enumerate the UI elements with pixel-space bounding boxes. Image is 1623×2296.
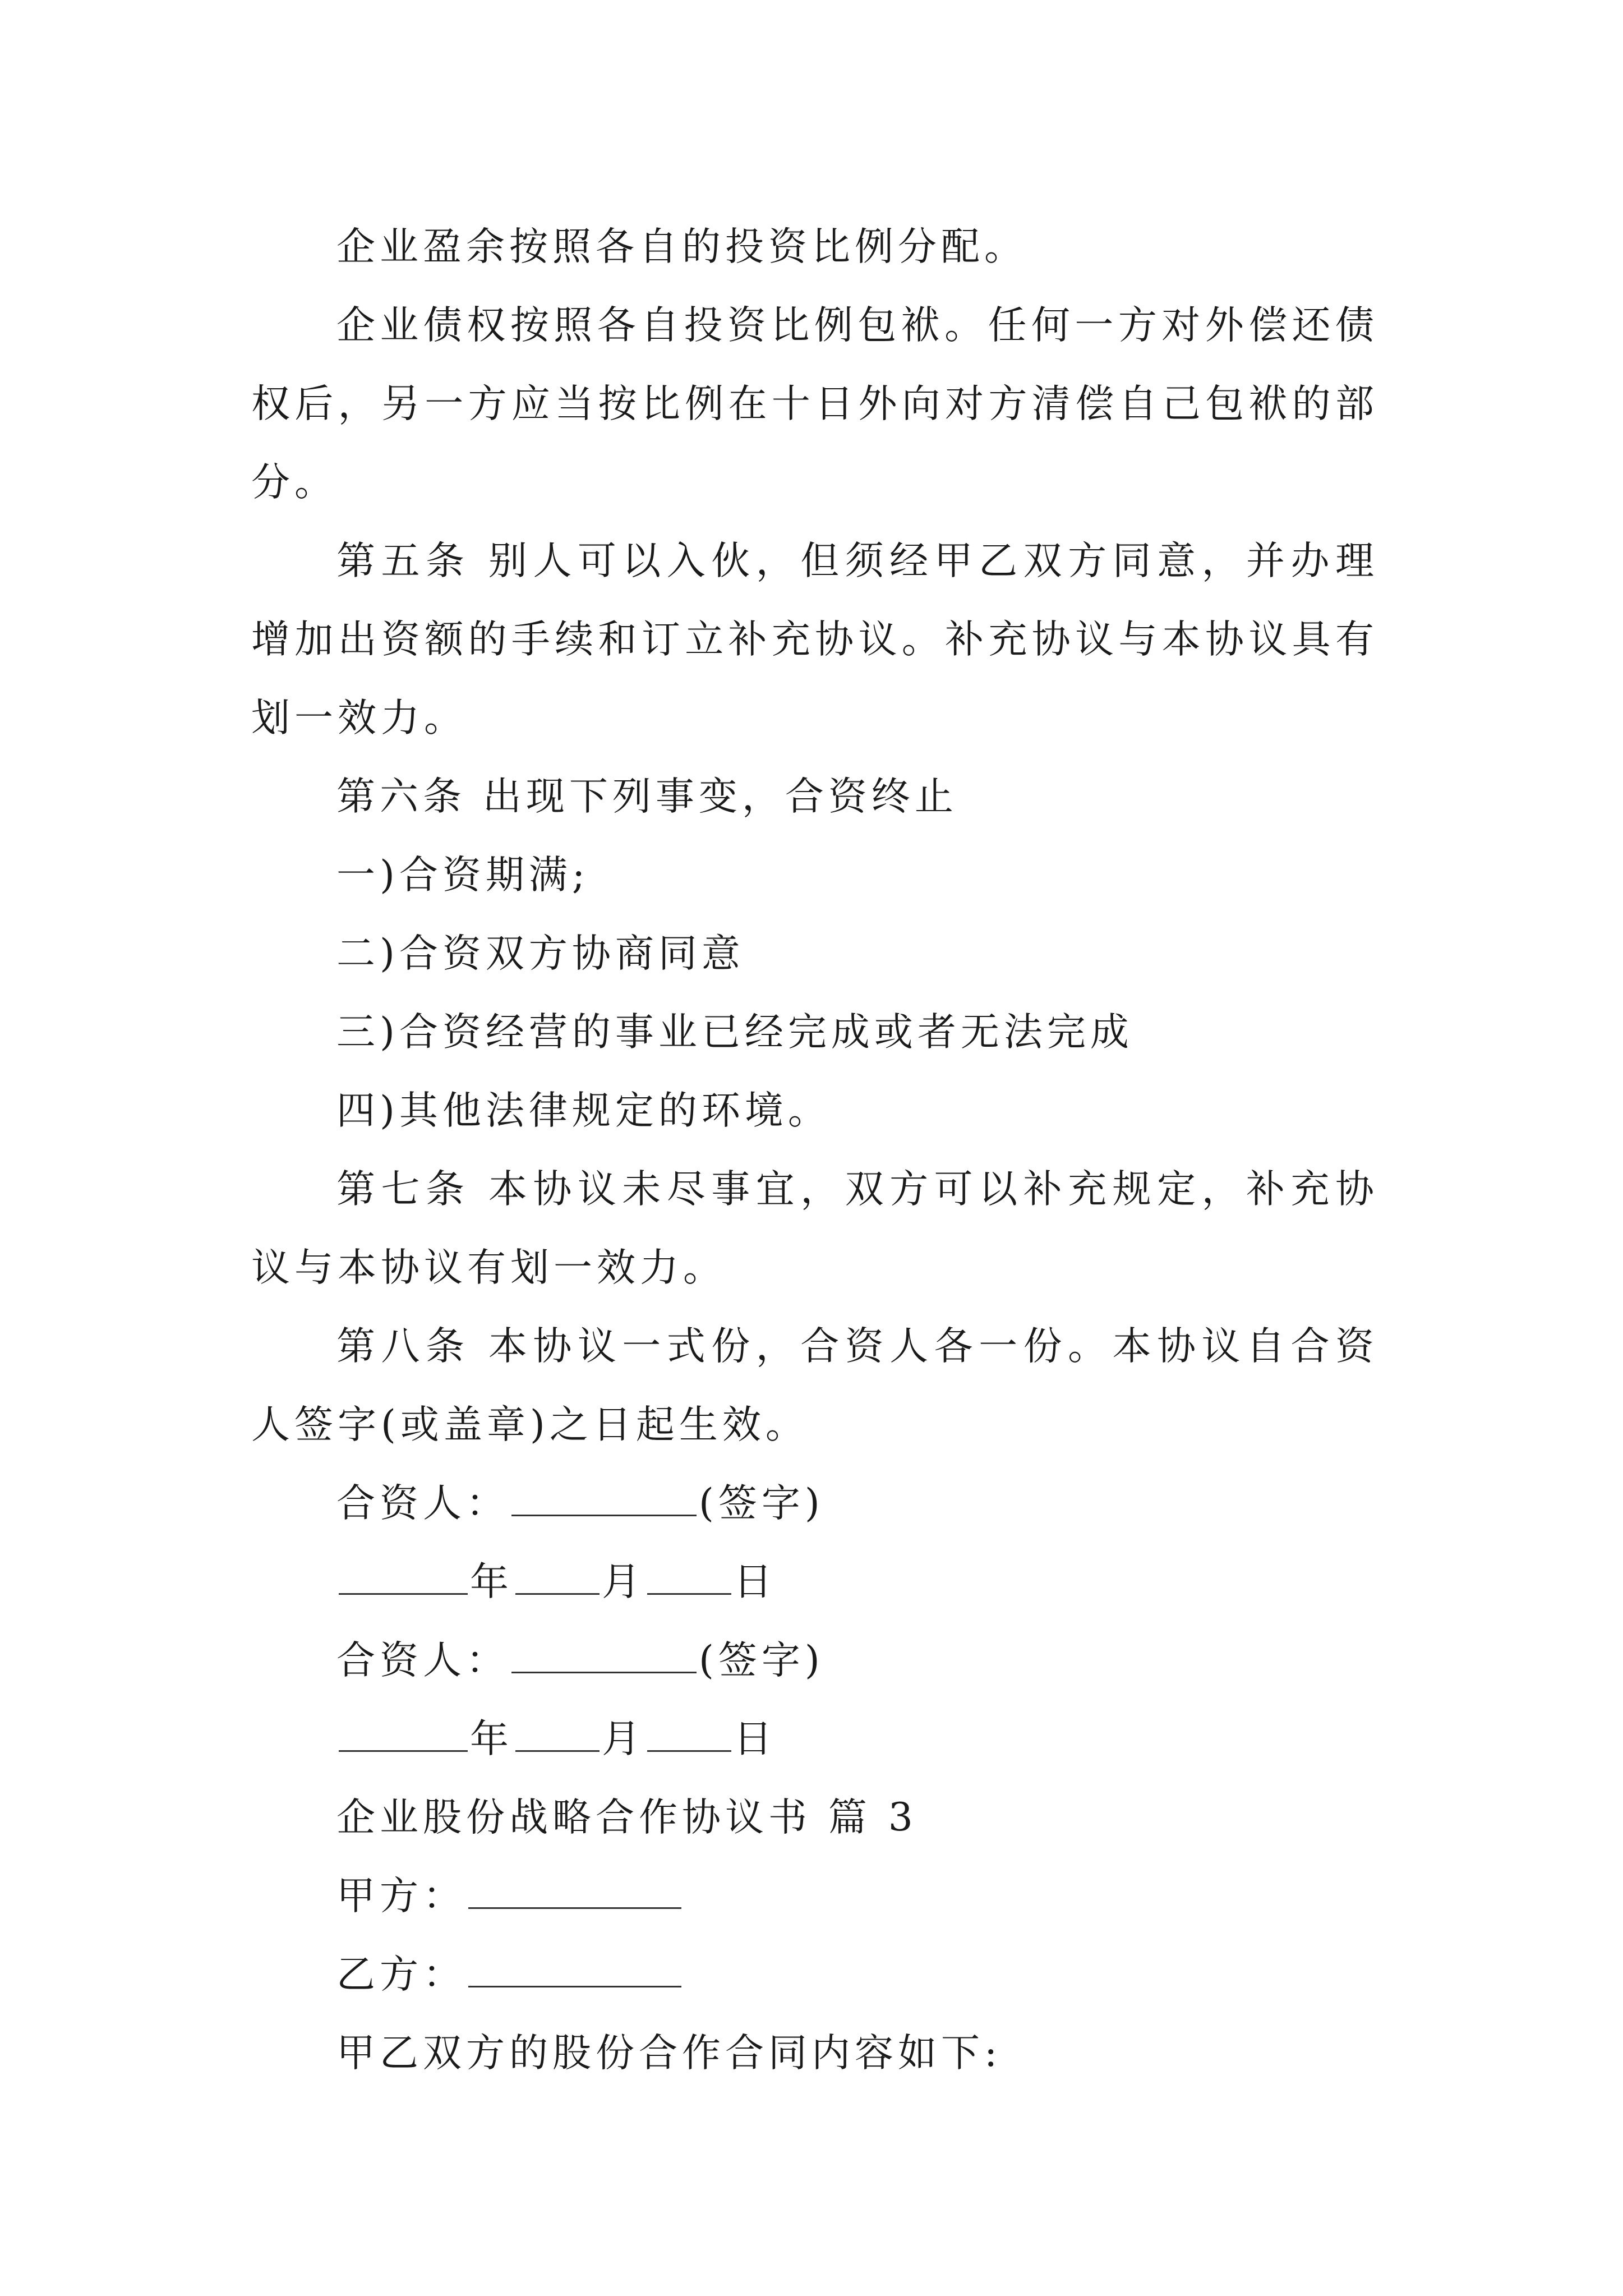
contract-intro: 甲乙双方的股份合作合同内容如下: [336, 2031, 1002, 2076]
party-b-line [251, 1935, 1378, 2014]
day-blank[interactable] [647, 1715, 731, 1752]
month-label: 月 [602, 1559, 645, 1604]
paragraph-article-7: 第七条 本协议未尽事宜，双方可以补充规定，补充协议与本协议有划一效力。 [251, 1167, 1378, 1290]
month-label: 月 [602, 1717, 645, 1761]
month-blank[interactable] [515, 1558, 600, 1595]
list-item-3: 三)合资经营的事业已经完成或者无法完成 [336, 1010, 1133, 1055]
year-label: 年 [470, 1559, 513, 1604]
year-blank[interactable] [339, 1715, 468, 1752]
year-blank[interactable] [339, 1558, 468, 1595]
date-line-2 [251, 1700, 1378, 1778]
signature-label: 合资人： [336, 1481, 509, 1526]
section-title: 企业股份战略合作协议书 篇 3 [336, 1795, 917, 1840]
month-blank[interactable] [515, 1715, 600, 1752]
paragraph-article-6: 第六条 出现下列事变，合资终止 [336, 774, 958, 819]
signature-suffix: (签字) [699, 1481, 824, 1526]
list-item-1: 一)合资期满; [336, 853, 590, 898]
day-label: 日 [734, 1559, 777, 1604]
date-line-1 [251, 1543, 1378, 1621]
paragraph-article-5: 第五条 别人可以入伙，但须经甲乙双方同意，并办理增加出资额的手续和订立补充协议。补充协议与本协议具有划一效力。 [251, 539, 1378, 740]
party-a-line [251, 1857, 1378, 1935]
paragraph-profit-distribution: 企业盈余按照各自的投资比例分配。 [336, 224, 1027, 269]
list-item-4: 四)其他法律规定的环境。 [336, 1088, 831, 1133]
year-label: 年 [470, 1717, 513, 1761]
party-a-blank[interactable] [468, 1872, 681, 1909]
day-label: 日 [734, 1717, 777, 1761]
party-b-label: 乙方： [336, 1952, 466, 1997]
paragraph-article-8: 第八条 本协议一式份，合资人各一份。本协议自合资人签字(或盖章)之日起生效。 [251, 1324, 1378, 1447]
signature-label: 合资人： [336, 1638, 509, 1683]
day-blank[interactable] [647, 1558, 731, 1595]
paragraph-debt-liability: 企业债权按照各自投资比例包袱。任何一方对外偿还债权后，另一方应当按比例在十日外向对方清偿自己包袱的部分。 [251, 303, 1378, 505]
signature-line-2 [251, 1621, 1378, 1700]
signature-blank[interactable] [511, 1637, 697, 1673]
signature-line-1 [251, 1464, 1378, 1543]
party-b-blank[interactable] [468, 1951, 681, 1987]
signature-suffix: (签字) [699, 1638, 824, 1683]
signature-blank[interactable] [511, 1480, 697, 1516]
list-item-2: 二)合资双方协商同意 [336, 931, 745, 976]
party-a-label: 甲方： [336, 1874, 466, 1918]
